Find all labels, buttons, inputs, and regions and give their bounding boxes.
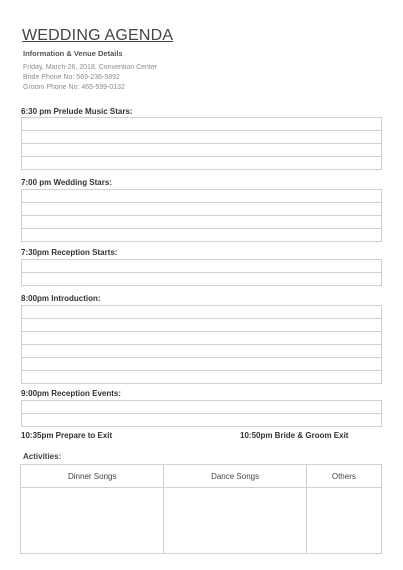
column-header-dance-songs: Dance Songs bbox=[164, 465, 306, 488]
section-label-introduction: 8:00pm Introduction: bbox=[21, 294, 101, 303]
lines-introduction bbox=[21, 305, 382, 384]
section-label-wedding: 7:00 pm Wedding Stars: bbox=[21, 178, 112, 187]
writing-line[interactable] bbox=[22, 157, 381, 170]
column-header-others: Others bbox=[306, 465, 381, 488]
section-label-reception-events: 9:00pm Reception Events: bbox=[21, 389, 122, 398]
others-cell[interactable] bbox=[306, 488, 381, 554]
column-header-dinner-songs: Dinner Songs bbox=[21, 465, 164, 488]
writing-line[interactable] bbox=[22, 216, 381, 229]
writing-line[interactable] bbox=[22, 260, 381, 273]
activities-label: Activities: bbox=[23, 452, 62, 461]
lines-reception-events bbox=[21, 400, 382, 427]
writing-line[interactable] bbox=[22, 273, 381, 286]
dinner-songs-cell[interactable] bbox=[21, 488, 164, 554]
section-label-prelude: 6:30 pm Prelude Music Stars: bbox=[21, 107, 133, 116]
lines-wedding bbox=[21, 189, 382, 242]
lines-prelude bbox=[21, 117, 382, 170]
writing-line[interactable] bbox=[22, 345, 381, 358]
writing-line[interactable] bbox=[22, 190, 381, 203]
bride-phone-text: Bride Phone No: 569-236-5892 bbox=[23, 74, 120, 81]
writing-line[interactable] bbox=[22, 371, 381, 384]
prepare-exit-label: 10:35pm Prepare to Exit bbox=[21, 431, 113, 440]
writing-line[interactable] bbox=[22, 131, 381, 144]
section-label-reception: 7:30pm Reception Starts: bbox=[21, 248, 118, 257]
writing-line[interactable] bbox=[22, 118, 381, 131]
writing-line[interactable] bbox=[22, 358, 381, 371]
writing-line[interactable] bbox=[22, 144, 381, 157]
writing-line[interactable] bbox=[22, 203, 381, 216]
bride-groom-exit-label: 10:50pm Bride & Groom Exit bbox=[240, 431, 349, 440]
lines-reception bbox=[21, 259, 382, 286]
writing-line[interactable] bbox=[22, 414, 381, 427]
groom-phone-text: Groom Phone No: 465-599-0132 bbox=[23, 84, 125, 91]
activities-table bbox=[20, 464, 382, 554]
writing-line[interactable] bbox=[22, 229, 381, 242]
page-subtitle: Information & Venue Details bbox=[23, 49, 123, 58]
writing-line[interactable] bbox=[22, 401, 381, 414]
writing-line[interactable] bbox=[22, 319, 381, 332]
writing-line[interactable] bbox=[22, 306, 381, 319]
date-venue-text: Friday, March-26, 2018, Convention Center bbox=[23, 64, 158, 71]
dance-songs-cell[interactable] bbox=[164, 488, 306, 554]
page-title: WEDDING AGENDA bbox=[22, 27, 174, 44]
writing-line[interactable] bbox=[22, 332, 381, 345]
